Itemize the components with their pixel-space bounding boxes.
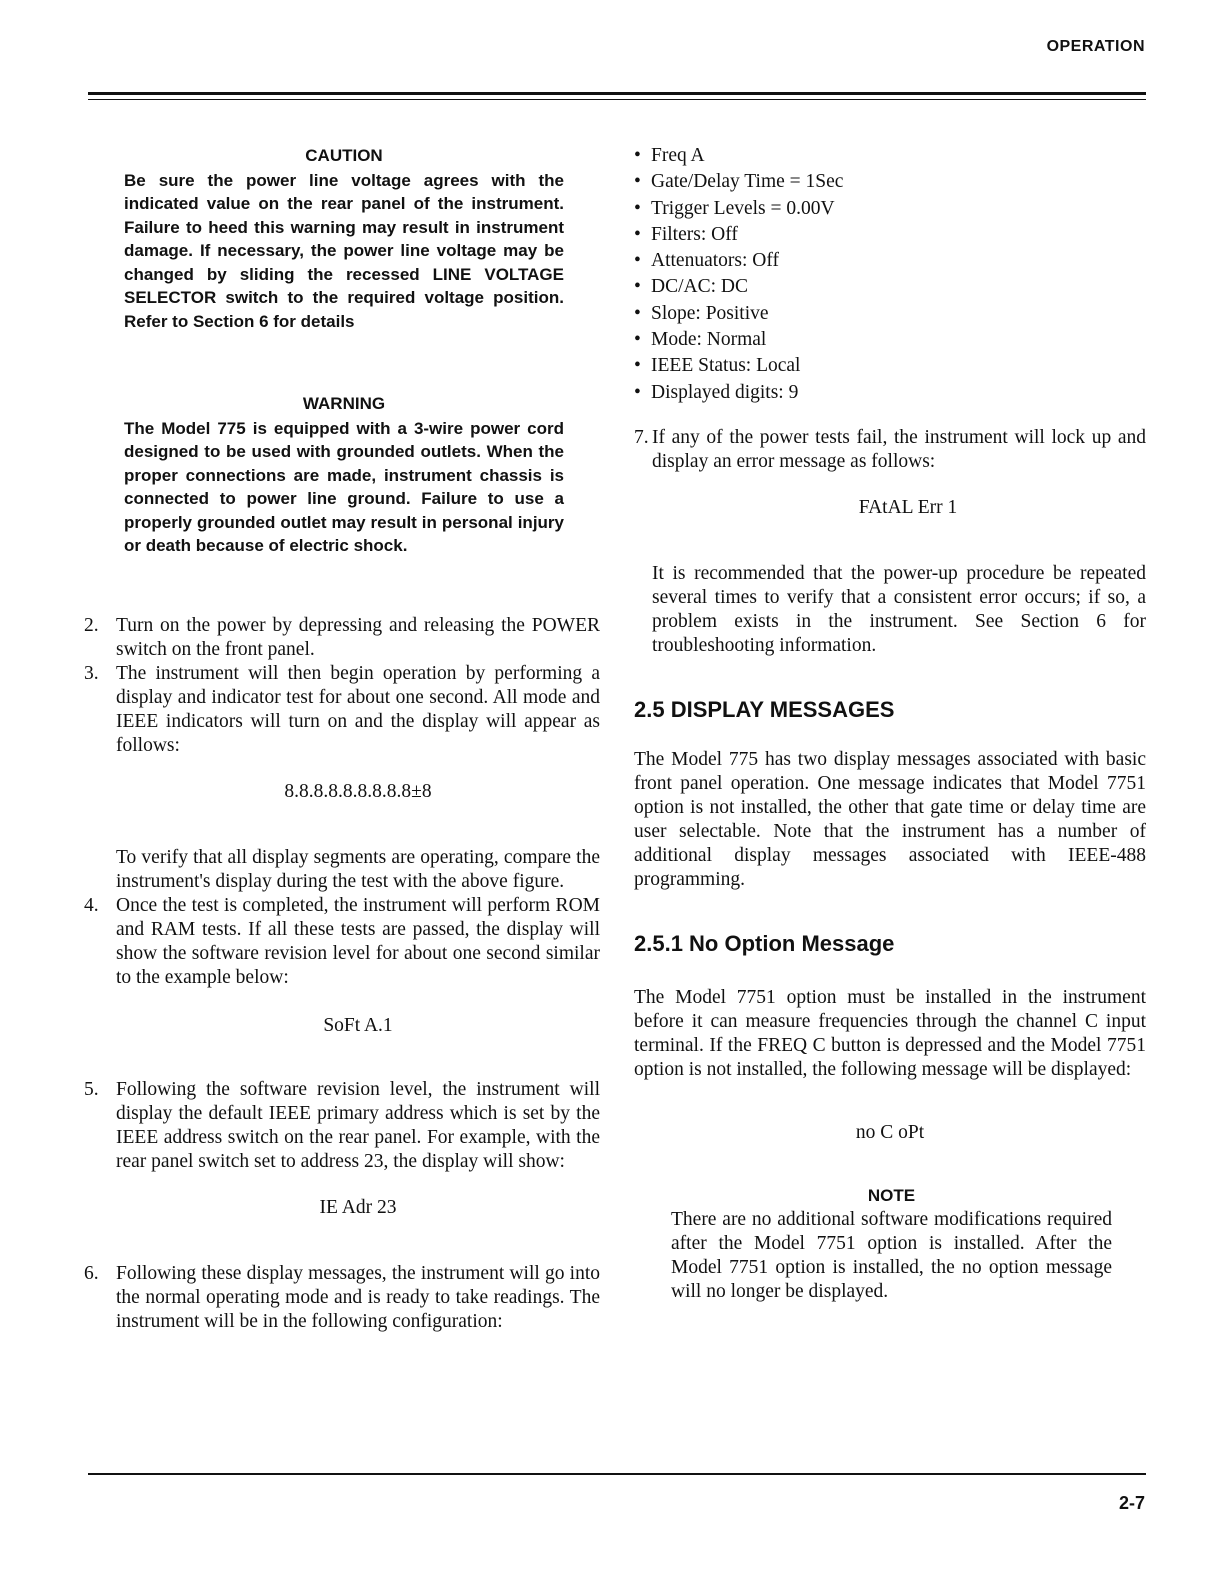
warning-text: The Model 775 is equipped with a 3-wire power cord designed to be used with grounded outlets. When the proper connections are made, instrument chassis is connected to power line ground. Failure to use a properly grounded outlet may result in personal injury or death because of electric shock.: [124, 418, 564, 555]
config-item: • Filters: Off: [634, 223, 1146, 249]
section-2-5-1-body: The Model 7751 option must be installed in the instrument before it can measure frequencies through the channel C input terminal. If the FREQ C button is depressed and the Model 7751 option is not installed, the following message will be displayed:: [634, 987, 1146, 1080]
config-item: • Freq A: [634, 144, 1146, 170]
step-4: 4. Once the test is completed, the instrument will perform ROM and RAM tests. If all these tests are passed, the display will show the software revision level for about one second similar to the example below:: [84, 895, 600, 988]
display-no-option: no C oPt: [855, 1122, 925, 1143]
step-3: 3. The instrument will then begin operation by performing a display and indicator test for about one second. All mode and IEEE indicators will turn on and the display will appear as follows:: [84, 663, 600, 756]
config-item: • Mode: Normal: [634, 328, 1146, 354]
display-ieee-address: IE Adr 23: [319, 1197, 397, 1218]
warning-title: WARNING: [302, 394, 386, 413]
config-item: • Slope: Positive: [634, 302, 1146, 328]
step-5: 5. Following the software revision level, the instrument will display the default IEEE primary address which is set by the IEEE address switch on the rear panel. For example, with the rear panel switch set to address 23, the display will show:: [84, 1079, 600, 1172]
step-6: 6. Following these display messages, the instrument will go into the normal operating mode and is ready to take readings. The instrument will be in the following configuration:: [84, 1263, 600, 1332]
config-item: • Trigger Levels = 0.00V: [634, 197, 1146, 223]
default-configuration-list: [634, 144, 1146, 407]
section-2-5-1-heading: 2.5.1 No Option Message: [634, 931, 895, 956]
note-text: There are no additional software modifications required after the Model 7751 option is installed. After the Model 7751 option is installed, the no option message will no longer be displayed.: [671, 1209, 1112, 1302]
section-2-5-body: The Model 775 has two display messages associated with basic front panel operation. One message indicates that Model 7751 option is not installed, the other that gate time or delay time are user selectable. Note that the instrument has a number of additional display messages associated with IEEE-488 programming.: [634, 749, 1146, 890]
note-title: NOTE: [867, 1186, 916, 1205]
header-rule-thick: [88, 92, 1146, 95]
header-rule-thin: [88, 99, 1146, 100]
footer-rule: [88, 1473, 1146, 1475]
config-item: • DC/AC: DC: [634, 275, 1146, 301]
step-7: 7. If any of the power tests fail, the instrument will lock up and display an error message as follows:: [634, 427, 1146, 472]
warning-notice: [124, 392, 564, 558]
display-fatal-error: FAtAL Err 1: [858, 497, 958, 518]
config-item: • Displayed digits: 9: [634, 381, 1146, 407]
display-test-pattern: 8.8.8.8.8.8.8.8.8±8: [284, 781, 432, 802]
config-item: • IEEE Status: Local: [634, 354, 1146, 380]
note-box: [671, 1186, 1112, 1304]
step-7-block: [634, 426, 1146, 658]
running-header: OPERATION: [1046, 38, 1145, 55]
step-7-followup: It is recommended that the power-up procedure be repeated several times to verify that a consistent error occurs; if so, a problem exists in the instrument. See Section 6 for troubleshooting information.: [652, 563, 1146, 656]
config-column-right: [634, 144, 1146, 407]
display-software-revision: SoFt A.1: [323, 1015, 393, 1036]
step-2: 2. Turn on the power by depressing and releasing the POWER switch on the front panel.: [84, 615, 600, 660]
page-number: 2-7: [1118, 1493, 1145, 1513]
step-3-followup: To verify that all display segments are operating, compare the instrument's display during the test with the above figure.: [116, 847, 600, 892]
caution-notice: [124, 144, 564, 333]
section-2-5-heading: 2.5 DISPLAY MESSAGES: [634, 697, 895, 722]
caution-title: CAUTION: [305, 146, 383, 165]
caution-text: Be sure the power line voltage agrees with the indicated value on the rear panel of the instrument. Failure to heed this warning may result in instrument damage. If necessary, the power line voltage may be changed by sliding the recessed LINE VOLTAGE SELECTOR switch to the required voltage position. Refer to Section 6 for details: [124, 170, 564, 331]
config-item: • Attenuators: Off: [634, 249, 1146, 275]
steps-column-left: [84, 614, 600, 1334]
config-item: • Gate/Delay Time = 1Sec: [634, 170, 1146, 196]
